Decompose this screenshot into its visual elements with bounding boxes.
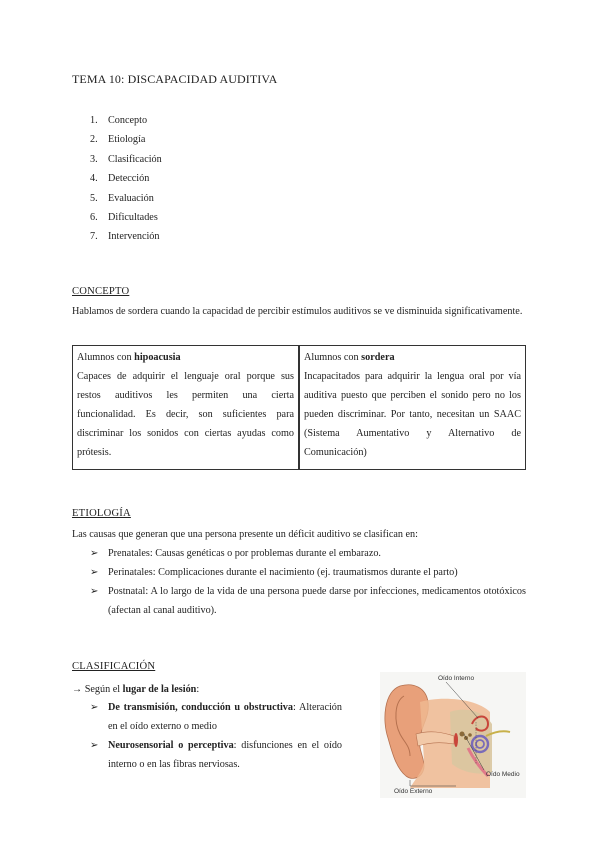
table-of-contents [90, 114, 162, 250]
arrow-bullet-icon: ➢ [90, 586, 99, 597]
cell-heading-prefix: Alumnos con [304, 352, 362, 363]
toc-item [90, 230, 162, 249]
list-item [72, 563, 526, 582]
toc-number: 1. [90, 115, 98, 126]
list-item-bold: De transmisión, conducción u obstructiva [108, 702, 293, 713]
arrow-bullet-icon: ➢ [90, 702, 99, 713]
figure-label-inner-ear: Oído Interno [438, 675, 475, 682]
arrow-bullet-icon: ➢ [90, 740, 99, 751]
concepto-paragraph: Hablamos de sordera cuando la capacidad de percibir estímulos auditivos se ve disminuida significativamente. [72, 306, 523, 317]
cell-body: Incapacitados para adquirir la lengua oral por vía auditiva puesto que perciben el sonido pero no los pueden discriminar. Por tanto, necesitan un SAAC (Sistema Aumentativo y Alternativo de Comunicación) [304, 371, 521, 458]
toc-label: Detección [108, 173, 150, 185]
figure-label-outer-ear: Oído Externo [394, 788, 433, 795]
table-cell-hipoacusia [73, 346, 300, 470]
arrow-bullet-icon: ➢ [90, 548, 99, 559]
toc-label: Dificultades [108, 211, 158, 223]
list-item-text: : Alteración en el oído externo o medio [108, 702, 342, 732]
eardrum [454, 733, 458, 747]
toc-number: 7. [90, 231, 98, 243]
cell-heading-bold: sordera [361, 352, 395, 363]
cell-body: Capaces de adquirir el lenguaje oral porque sus restos auditivos les permiten una cierta funcionalidad. Es decir, son suficientes para discriminar los sonidos con ciertas ayudas como prótesis. [77, 371, 294, 458]
toc-number: 4. [90, 173, 98, 185]
toc-label: Etiología [108, 134, 146, 146]
page-title: TEMA 10: DISCAPACIDAD AUDITIVA [72, 72, 278, 86]
arrow-icon: → [72, 684, 83, 695]
list-item [72, 544, 526, 563]
toc-label: Concepto [108, 115, 148, 126]
toc-number: 6. [90, 211, 98, 223]
list-item-bold: Neurosensorial o perceptiva [108, 740, 234, 751]
arrow-bullet-icon: ➢ [90, 567, 99, 578]
toc-number: 5. [90, 192, 98, 204]
figure-label-middle-ear: Oído Medio [486, 771, 520, 778]
section-heading-concepto: CONCEPTO [72, 286, 130, 297]
section-heading-etiologia: ETIOLOGÍA [72, 508, 131, 519]
section-heading-clasificacion: CLASIFICACIÓN [72, 661, 156, 672]
clasificacion-intro [72, 680, 199, 699]
clasificacion-list [90, 698, 342, 774]
toc-item [90, 114, 162, 133]
list-item [90, 736, 342, 774]
ossicle [460, 732, 465, 737]
ossicle [468, 733, 472, 737]
comparison-table [72, 345, 526, 470]
toc-item [90, 192, 162, 211]
toc-item [90, 211, 162, 230]
toc-number: 3. [90, 153, 98, 165]
toc-label: Evaluación [108, 192, 154, 204]
cell-heading-prefix: Alumnos con [77, 352, 135, 363]
etiologia-list [72, 544, 526, 620]
toc-number: 2. [90, 134, 98, 146]
toc-label: Intervención [108, 231, 160, 243]
cell-heading-bold: hipoacusia [134, 352, 181, 363]
table-row [73, 346, 526, 470]
toc-label: Clasificación [108, 153, 162, 165]
intro-suffix: : [196, 684, 200, 695]
etiologia-intro: Las causas que generan que una persona presente un déficit auditivo se clasifican en: [72, 529, 418, 540]
intro-prefix: Según el [82, 684, 123, 695]
list-item [72, 582, 526, 620]
list-item-text: : disfunciones en el oído interno o en las fibras nerviosas. [108, 740, 343, 770]
list-item [90, 698, 342, 736]
ear-anatomy-figure [380, 672, 526, 798]
list-item-text: Postnatal: A lo largo de la vida de una persona puede darse por infecciones, medicamentos ototóxicos (afectan al canal auditivo). [108, 586, 526, 616]
ear-anatomy-illustration [380, 672, 526, 798]
toc-item [90, 172, 162, 191]
toc-item [90, 153, 162, 172]
list-item-text: Prenatales: Causas genéticas o por problemas durante el embarazo. [108, 548, 381, 559]
toc-item [90, 133, 162, 152]
pinna-shape [385, 685, 428, 779]
list-item-text: Perinatales: Complicaciones durante el nacimiento (ej. traumatismos durante el parto) [108, 567, 458, 578]
intro-bold: lugar de la lesión [122, 684, 197, 695]
table-cell-sordera [299, 346, 526, 470]
